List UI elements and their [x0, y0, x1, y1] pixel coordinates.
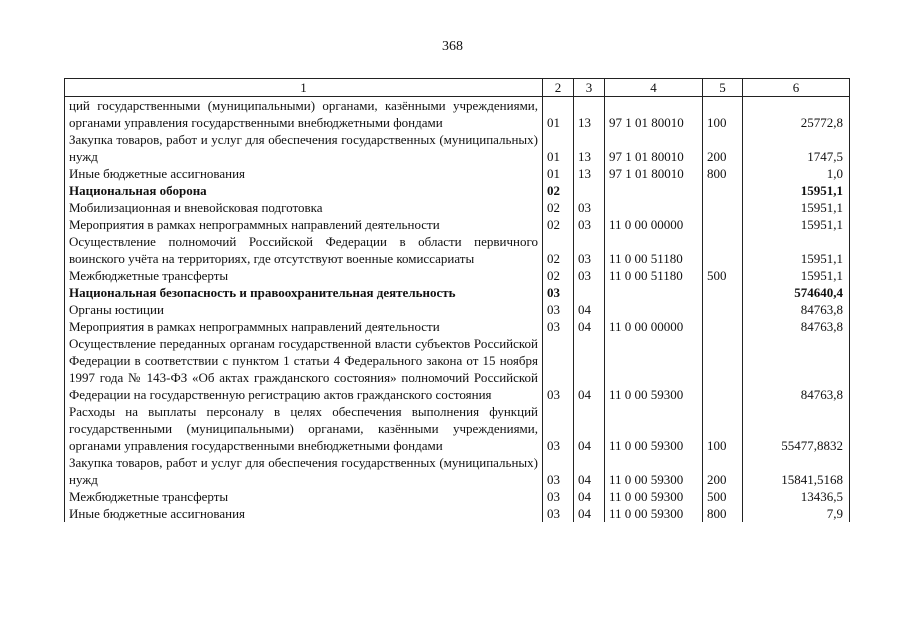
row-section-cell: 02 [543, 182, 574, 199]
header-col-1: 1 [65, 79, 543, 97]
row-subsection-cell: 04 [574, 505, 605, 522]
header-row [65, 79, 850, 97]
row-target-article-cell [605, 284, 703, 301]
row-target-article-cell: 11 0 00 51180 [605, 233, 703, 267]
header-col-5: 5 [703, 79, 743, 97]
table-row [65, 403, 850, 454]
row-expense-type-cell: 800 [703, 165, 743, 182]
row-section-cell: 01 [543, 97, 574, 132]
table-row [65, 165, 850, 182]
table-row [65, 454, 850, 488]
row-amount-cell: 84763,8 [743, 335, 850, 403]
row-target-article-cell [605, 182, 703, 199]
row-name-cell: Межбюджетные трансферты [65, 267, 543, 284]
row-amount-cell: 25772,8 [743, 97, 850, 132]
table-row [65, 267, 850, 284]
row-subsection-cell: 13 [574, 165, 605, 182]
row-expense-type-cell [703, 216, 743, 233]
row-amount-cell: 7,9 [743, 505, 850, 522]
row-name-cell: Иные бюджетные ассигнования [65, 165, 543, 182]
row-amount-cell: 1,0 [743, 165, 850, 182]
row-section-cell: 03 [543, 335, 574, 403]
row-section-cell: 03 [543, 403, 574, 454]
row-amount-cell: 15951,1 [743, 182, 850, 199]
table-row [65, 488, 850, 505]
row-amount-cell: 84763,8 [743, 318, 850, 335]
row-section-cell: 01 [543, 165, 574, 182]
row-name-cell: Иные бюджетные ассигнования [65, 505, 543, 522]
row-section-cell: 02 [543, 233, 574, 267]
row-target-article-cell: 97 1 01 80010 [605, 97, 703, 132]
row-target-article-cell [605, 301, 703, 318]
header-col-2: 2 [543, 79, 574, 97]
table-row [65, 182, 850, 199]
row-subsection-cell: 13 [574, 97, 605, 132]
row-expense-type-cell [703, 182, 743, 199]
row-expense-type-cell: 500 [703, 267, 743, 284]
row-target-article-cell [605, 199, 703, 216]
row-expense-type-cell: 100 [703, 97, 743, 132]
row-expense-type-cell: 100 [703, 403, 743, 454]
row-target-article-cell: 97 1 01 80010 [605, 165, 703, 182]
row-section-cell: 02 [543, 216, 574, 233]
row-section-cell: 03 [543, 284, 574, 301]
row-target-article-cell: 11 0 00 00000 [605, 216, 703, 233]
row-subsection-cell: 03 [574, 233, 605, 267]
row-expense-type-cell: 500 [703, 488, 743, 505]
row-name-cell: Мероприятия в рамках непрограммных направлений деятельности [65, 216, 543, 233]
row-amount-cell: 1747,5 [743, 131, 850, 165]
row-amount-cell: 15841,5168 [743, 454, 850, 488]
row-name-cell: Расходы на выплаты персоналу в целях обеспечения выполнения функций государственными (муниципальными) органами, казёнными учреждениями, органами управления государственными внебюджетными фондами [65, 403, 543, 454]
row-name-cell: Органы юстиции [65, 301, 543, 318]
row-subsection-cell: 03 [574, 267, 605, 284]
row-name-cell: Национальная безопасность и правоохранительная деятельность [65, 284, 543, 301]
table-row [65, 335, 850, 403]
row-target-article-cell: 11 0 00 00000 [605, 318, 703, 335]
row-name-cell: Закупка товаров, работ и услуг для обеспечения государственных (муниципальных) нужд [65, 454, 543, 488]
row-section-cell: 02 [543, 267, 574, 284]
row-section-cell: 03 [543, 301, 574, 318]
budget-table [64, 78, 850, 522]
row-amount-cell: 55477,8832 [743, 403, 850, 454]
row-subsection-cell [574, 182, 605, 199]
row-target-article-cell: 11 0 00 59300 [605, 335, 703, 403]
table-row [65, 505, 850, 522]
row-expense-type-cell [703, 199, 743, 216]
row-name-cell: Мобилизационная и вневойсковая подготовка [65, 199, 543, 216]
row-subsection-cell: 13 [574, 131, 605, 165]
row-amount-cell: 13436,5 [743, 488, 850, 505]
row-amount-cell: 15951,1 [743, 199, 850, 216]
row-subsection-cell: 04 [574, 488, 605, 505]
row-subsection-cell: 03 [574, 216, 605, 233]
table-row [65, 233, 850, 267]
header-col-3: 3 [574, 79, 605, 97]
row-target-article-cell: 97 1 01 80010 [605, 131, 703, 165]
row-subsection-cell: 04 [574, 454, 605, 488]
row-section-cell: 02 [543, 199, 574, 216]
row-subsection-cell: 04 [574, 335, 605, 403]
header-col-4: 4 [605, 79, 703, 97]
row-section-cell: 03 [543, 488, 574, 505]
row-expense-type-cell [703, 335, 743, 403]
row-target-article-cell: 11 0 00 59300 [605, 488, 703, 505]
table-row [65, 284, 850, 301]
row-name-cell: ций государственными (муниципальными) органами, казёнными учреждениями, органами управления государственными внебюджетными фондами [65, 97, 543, 132]
table-row [65, 216, 850, 233]
row-name-cell: Закупка товаров, работ и услуг для обеспечения государственных (муниципальных) нужд [65, 131, 543, 165]
row-name-cell: Осуществление переданных органам государственной власти субъектов Российской Федерации в соответствии с пунктом 1 статьи 4 Федерального закона от 15 ноября 1997 года № 143-ФЗ «Об актах гражданского состояния» полномочий Российской Федерации на государственную регистрацию актов гражданского состояния [65, 335, 543, 403]
row-name-cell: Мероприятия в рамках непрограммных направлений деятельности [65, 318, 543, 335]
row-amount-cell: 15951,1 [743, 216, 850, 233]
table-body [65, 97, 850, 523]
table-row [65, 199, 850, 216]
row-subsection-cell: 04 [574, 318, 605, 335]
table-row [65, 97, 850, 132]
row-target-article-cell: 11 0 00 59300 [605, 505, 703, 522]
row-section-cell: 03 [543, 318, 574, 335]
row-expense-type-cell [703, 233, 743, 267]
row-section-cell: 03 [543, 454, 574, 488]
row-section-cell: 01 [543, 131, 574, 165]
table-row [65, 301, 850, 318]
table-row [65, 131, 850, 165]
row-amount-cell: 15951,1 [743, 233, 850, 267]
row-target-article-cell: 11 0 00 51180 [605, 267, 703, 284]
row-name-cell: Межбюджетные трансферты [65, 488, 543, 505]
row-expense-type-cell: 800 [703, 505, 743, 522]
row-expense-type-cell [703, 301, 743, 318]
row-expense-type-cell: 200 [703, 131, 743, 165]
row-subsection-cell: 04 [574, 301, 605, 318]
row-amount-cell: 15951,1 [743, 267, 850, 284]
row-expense-type-cell [703, 318, 743, 335]
row-expense-type-cell: 200 [703, 454, 743, 488]
row-section-cell: 03 [543, 505, 574, 522]
row-name-cell: Осуществление полномочий Российской Федерации в области первичного воинского учёта на территориях, где отсутствуют военные комиссариаты [65, 233, 543, 267]
row-subsection-cell: 04 [574, 403, 605, 454]
row-target-article-cell: 11 0 00 59300 [605, 403, 703, 454]
row-subsection-cell [574, 284, 605, 301]
row-amount-cell: 84763,8 [743, 301, 850, 318]
row-target-article-cell: 11 0 00 59300 [605, 454, 703, 488]
row-name-cell: Национальная оборона [65, 182, 543, 199]
page-number: 368 [442, 39, 463, 54]
row-expense-type-cell [703, 284, 743, 301]
row-subsection-cell: 03 [574, 199, 605, 216]
table-row [65, 318, 850, 335]
row-amount-cell: 574640,4 [743, 284, 850, 301]
header-col-6: 6 [743, 79, 850, 97]
